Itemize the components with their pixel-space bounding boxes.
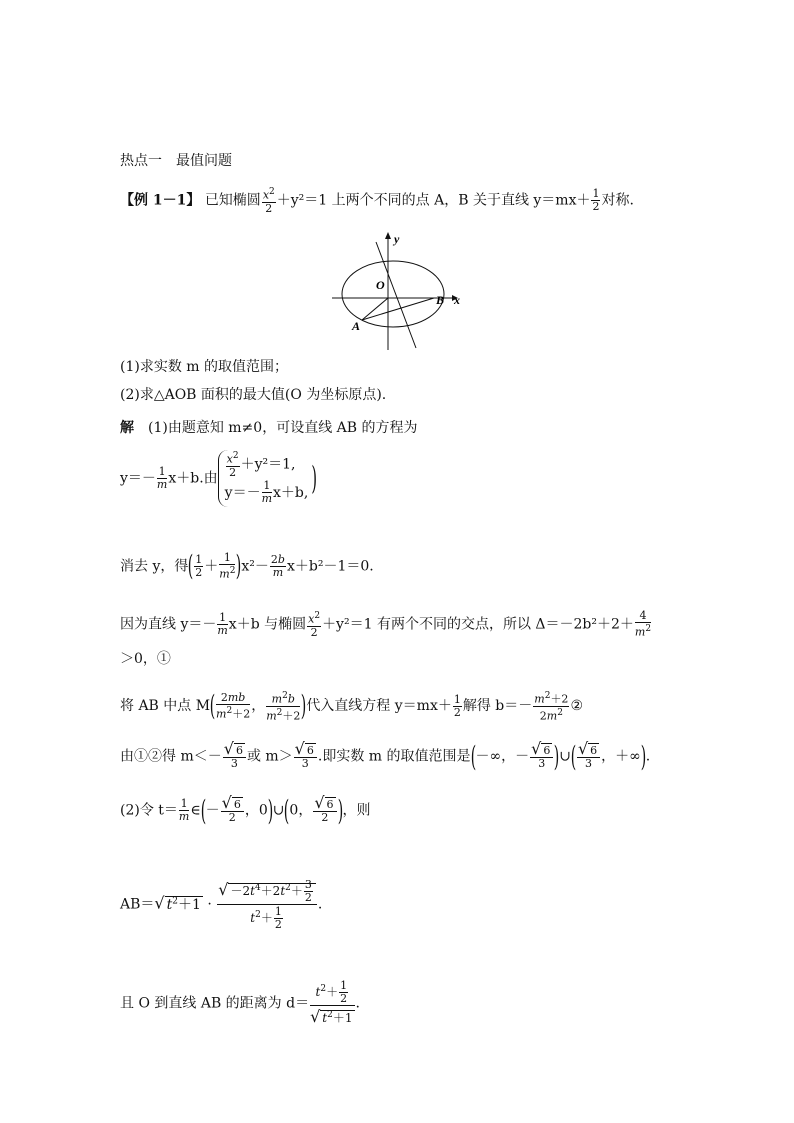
system-eq-1: ＋y²＝1,	[240, 456, 296, 473]
fraction: $\frac{m^2b}{m^2+2}$	[266, 691, 301, 723]
solution-line-1	[120, 419, 418, 437]
section-heading: 热点一 最值问题	[120, 153, 232, 169]
fraction: $\frac{1}{m}$	[178, 797, 190, 823]
text: (2)令 t＝	[120, 802, 178, 819]
paren: (	[470, 739, 476, 773]
symmetry-line	[376, 242, 416, 348]
fraction: $\frac{3}{2}$	[304, 878, 312, 904]
fraction: $\frac{√ 6}{3}$	[530, 743, 553, 770]
text: 代入直线方程 y＝mx＋	[306, 698, 452, 715]
paren: )	[267, 793, 273, 827]
example-text-mid: ＋y²＝1 上两个不同的点 A，B 关于直线 y＝mx＋	[276, 192, 591, 209]
solution-line-9: AB＝√ $t^2+1$ · √ $-2t^4+2t^2+$ $\frac{3}{2}$ $t^2+$ $\frac{1}{2}$ .	[120, 878, 323, 931]
ellipse-figure	[328, 228, 478, 356]
question-2: (2)求△AOB 面积的最大值(O 为坐标原点).	[120, 387, 387, 403]
fraction: $\frac{1}{2}$	[274, 905, 282, 931]
text: 解得 b＝－	[462, 698, 533, 715]
fraction: $\frac{√ 6}{2}$	[221, 797, 244, 824]
text: ，则	[342, 802, 371, 819]
solution-line-4	[120, 610, 652, 639]
segment-oa	[362, 298, 388, 320]
text: y＝－	[120, 470, 156, 487]
paren: )	[640, 739, 647, 773]
solution-text: (1)由题意知 m≠0，可设直线 AB 的方程为	[148, 420, 418, 436]
fraction: $\frac{x^2}{2}$	[308, 611, 321, 639]
paren: )	[337, 793, 343, 827]
solution-line-10: 且 O 到直线 AB 的距离为 d＝ $t^2+$ $\frac{1}{2}$ √ $t^2+1$ .	[120, 979, 360, 1026]
fraction: $\frac{√ 6}{3}$	[223, 743, 246, 770]
paren: (	[284, 793, 290, 827]
text: x＋b.由	[168, 470, 218, 487]
text: .即实数 m 的取值范围是	[317, 748, 471, 765]
paren: )	[554, 739, 560, 773]
fraction: √ $-2t^4+2t^2+$ $\frac{3}{2}$ $t^2+$ $\frac{1}{2}$	[217, 878, 317, 931]
text: 或 m＞	[246, 748, 293, 765]
fraction: $\frac{√ 6}{2}$	[313, 797, 336, 824]
label-o: O	[376, 278, 385, 292]
paren: (	[209, 689, 216, 723]
text: x＋b 与椭圆	[228, 616, 307, 633]
solution-line-8: (2)令 t＝ $\frac{1}{m}$ ∈(－ $\frac{√ 6}{2}$ ，0)∪(0， $\frac{√ 6}{2}$ )，则	[120, 793, 371, 827]
fraction: $\frac{2b}{m}$	[270, 552, 285, 579]
solution-line-3: 消去 y，得( $\frac{1}{2}$ ＋ $\frac{1}{m^2}$ )x²－ $\frac{2b}{m}$ x＋b²－1＝0.	[120, 549, 374, 583]
fraction: $\frac{√ 6}{3}$	[577, 743, 600, 770]
solution-line-2	[120, 450, 321, 507]
paren: )	[311, 459, 318, 498]
label-x: x	[454, 293, 460, 307]
fraction: $\frac{m^2+2}{2m^2}$	[534, 691, 569, 723]
fraction: $\frac{1}{2}$	[195, 552, 203, 579]
text: ·	[207, 896, 212, 913]
text: 因为直线 y＝－	[120, 616, 217, 633]
example-line	[120, 186, 634, 215]
example-label: 【例 1－1】	[120, 192, 201, 209]
question-1: (1)求实数 m 的取值范围；	[120, 359, 289, 375]
text: x＋b²－1＝0.	[286, 558, 374, 575]
fraction: $\frac{4}{m^2}$	[634, 609, 652, 639]
fraction: $\frac{√ 6}{3}$	[294, 743, 317, 770]
solution-line-6: 将 AB 中点 M( $\frac{2mb}{m^2+2}$ ， $\frac{m^2b}{m^2+2}$ )代入直线方程 y＝mx＋ $\frac{1}{2}$ 解得 b＝－ $\frac{m^2+2}{2m^2}$ ②	[120, 689, 583, 723]
text: ②	[570, 698, 583, 715]
paren: (	[200, 793, 206, 827]
paren: (	[570, 739, 577, 773]
system-eq-2b: x＋b,	[273, 484, 309, 501]
fraction: $\frac{1}{m^2}$	[219, 551, 236, 581]
text: x²－	[241, 558, 269, 575]
text: AB＝	[120, 896, 155, 913]
text: 由①②得 m＜－	[120, 748, 222, 765]
label-y: y	[394, 232, 400, 246]
fraction: $\frac{1}{m}$	[261, 479, 273, 506]
paren: )	[236, 549, 242, 583]
fraction: $\frac{1}{2}$	[592, 186, 600, 213]
solution-line-7: 由①②得 m＜－ $\frac{√ 6}{3}$ 或 m＞ $\frac{√ 6}{3}$ .即实数 m 的取值范围是(－∞，－ $\frac{√ 6}{3}$ )∪( $\frac{√ 6}{3}$ ，＋∞).	[120, 739, 651, 773]
text: ＋y²＝1 有两个不同的交点，所以 Δ＝－2b²＋2＋	[322, 616, 634, 633]
system-eq-2: y＝－	[224, 484, 261, 501]
solution-line-5: ＞0，①	[120, 651, 171, 667]
example-text-end: 对称.	[601, 192, 634, 209]
fraction: $\frac{x^2}{2}$	[262, 187, 275, 215]
example-text: 已知椭圆	[204, 192, 261, 209]
text: 将 AB 中点 M	[120, 698, 211, 715]
label-b: B	[436, 293, 445, 307]
paren: (	[188, 549, 194, 583]
text: 且 O 到直线 AB 的距离为 d＝	[120, 995, 310, 1012]
fraction: $\frac{1}{2}$	[340, 979, 348, 1005]
paren: )	[301, 689, 307, 723]
fraction: $\frac{1}{m}$	[156, 464, 168, 491]
fraction: $\frac{2mb}{m^2+2}$	[216, 690, 251, 721]
fraction: $\frac{x^2}{2}$	[226, 451, 239, 479]
equation-system	[218, 450, 309, 507]
ellipse	[342, 261, 444, 327]
y-arrow	[385, 232, 391, 239]
text: 消去 y，得	[120, 558, 189, 575]
label-a: A	[352, 319, 361, 333]
solution-label: 解	[120, 420, 134, 436]
fraction: $\frac{1}{m}$	[217, 610, 228, 637]
fraction: $t^2+$ $\frac{1}{2}$ √ $t^2+1$	[310, 979, 353, 1026]
fraction: $\frac{1}{2}$	[453, 692, 461, 719]
